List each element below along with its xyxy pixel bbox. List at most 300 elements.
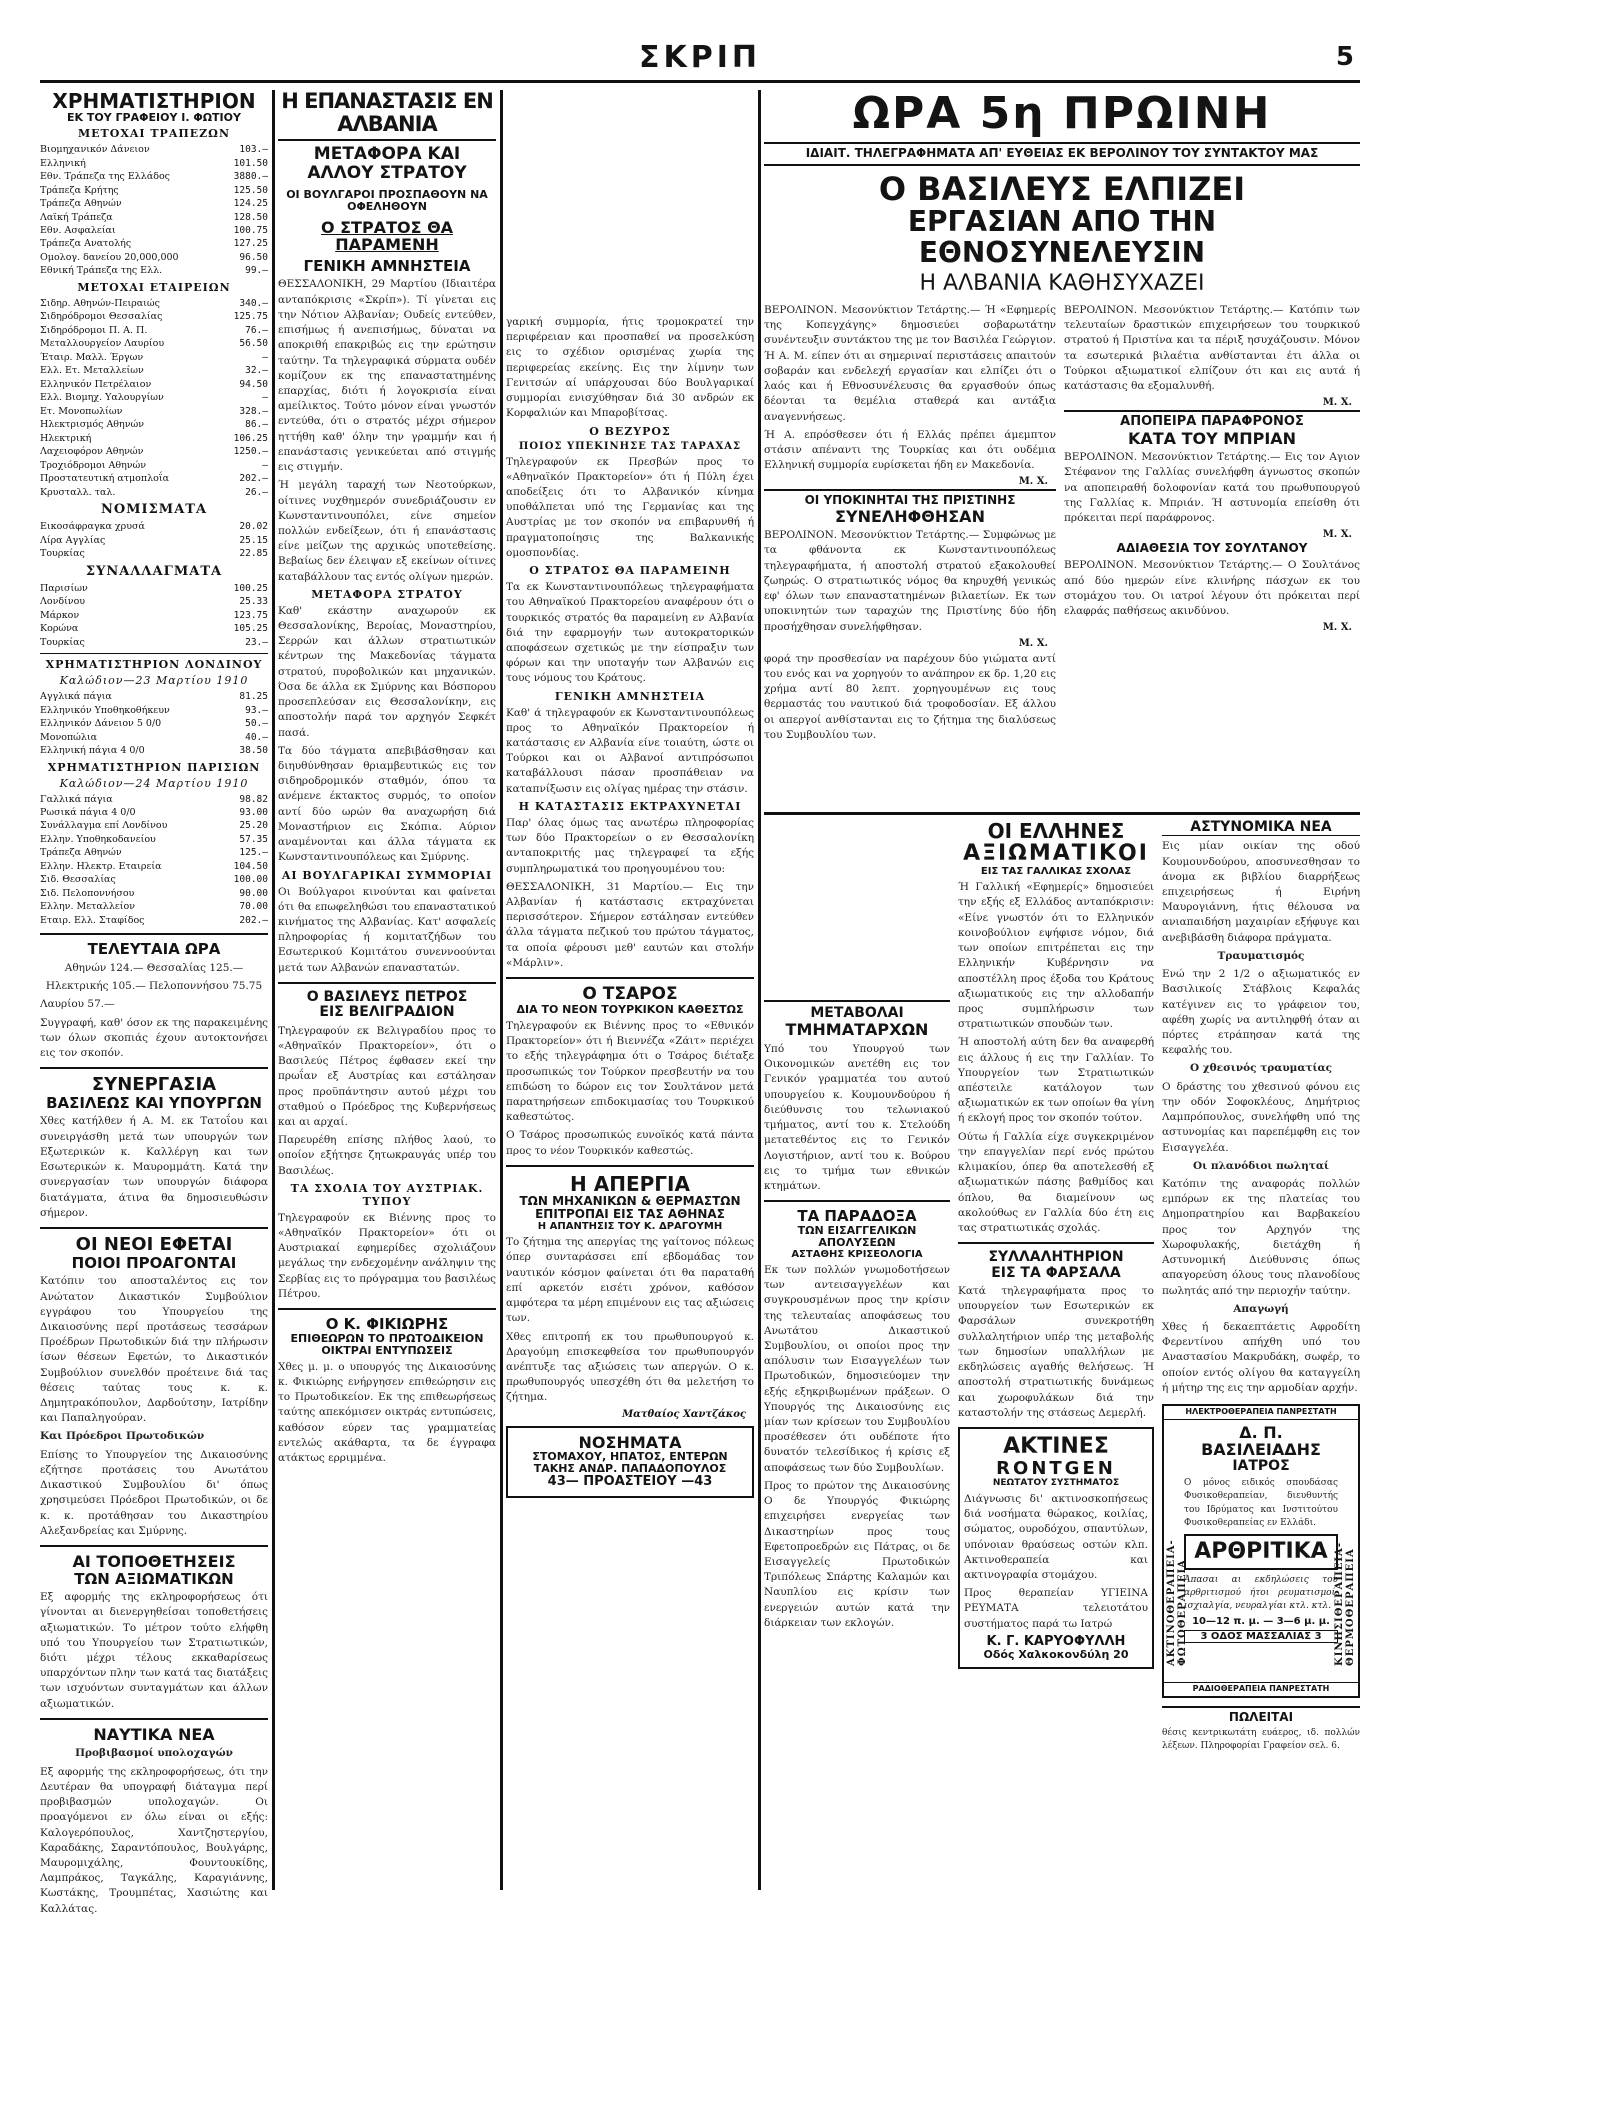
police-lead2: Τραυματισμός (1217, 949, 1305, 962)
market-row (40, 324, 268, 337)
lower-col-b (958, 820, 1154, 1675)
market-row-value: 104.50 (233, 860, 268, 872)
market-row (40, 378, 268, 391)
market-row-value: 100.75 (233, 225, 268, 236)
last-hour-line2: Ηλεκτρικής 105.— Πελοποννήσου 75.75 (45, 980, 263, 993)
market-row (40, 520, 268, 533)
market-row (40, 405, 268, 418)
market-row-value: 20.02 (239, 521, 268, 533)
market-row-name: Μονοπώλια (40, 731, 98, 743)
strike-subtitle3: Η ΑΠΑΝΤΗΣΙΣ ΤΟΥ Κ. ΔΡΑΓΟΥΜΗ (537, 1221, 723, 1233)
market-row (40, 609, 268, 622)
doctor-ad-address: 3 ΟΔΟΣ ΜΑΣΣΑΛΙΑΣ 3 (1184, 1630, 1338, 1643)
fx-table (40, 582, 268, 649)
xray-ad (958, 1427, 1154, 1669)
dawn-heading6: ΑΠΟΠΕΙΡΑ ΠΑΡΑΦΡΟΝΟΣ (1064, 410, 1360, 429)
police-lead3: Ο χθεσινός τραυματίας (1189, 1062, 1333, 1075)
fikioris-subtitle2: ΟΙΚΤΡΑΙ ΕΝΤΥΠΩΣΕΙΣ (321, 1343, 453, 1357)
column-albania-continued (506, 90, 754, 1890)
remain-heading: Ο ΣΤΡΑΤΟΣ ΘΑ ΠΑΡΑΜΕΙΝΗ (529, 564, 731, 578)
albania-body4: Τα δύο τάγματα απεβιβάσθησαν και διηυθύνθησαν θριαμβευτικώς εις τον σιδηροδρομικόν σταθμόν, όπου τα ανέμενε έκτακτος συρμός, το οποίον αντί δύο ωρών θα αναχωρήση διά Μοναστήριον εις Σκόπια. Αύριον αναμένονται και άλλα τάγματα εκ Κωνσταντινουπόλεως και Σμύρνης. (278, 744, 496, 864)
albania-body5: Οι Βούλγαροι κινούνται και φαίνεται ότι θα επωφεληθώσι του επαναστατικού κινήματος της Αλβανίας. Κατ' ασφαλείς πληροφορίας ή κομιτατζήδων του Εσωτερικού Κομιτάτου συνεννοούνται μετά των Αλβανών επαναστατών. (278, 885, 496, 974)
police-lead5: Απαγωγή (1233, 1302, 1289, 1315)
navy-lead: Προβιβασμοί υπολοχαγών (75, 1747, 233, 1760)
market-row-name: Ελληνική (40, 157, 86, 169)
market-row (40, 143, 268, 156)
changes-title: ΜΕΤΑΒΟΛΑΙ (764, 1000, 950, 1021)
market-row-value: 57.35 (239, 833, 268, 845)
market-row-name: Λαχειοφόρον Αθηνών (40, 446, 144, 458)
strike-subtitle2: ΕΠΙΤΡΟΠΑΙ ΕΙΣ ΤΑΣ ΑΘΗΝΑΣ (535, 1207, 725, 1222)
market-row-value: — (262, 459, 268, 471)
albania-body11: ΘΕΣΣΑΛΟΝΙΚΗ, 31 Μαρτίου.— Εις την Αλβανίαν ή κατάστασις εκτραχύνεται περισσότερον. Σήμερον εστάλησαν εντεύθεν άλλα τάγματα πεζικού του πρώτου τάγματος, τα οποία φέρουσι μεθ' εαυτών και στολήν «Μάρλιν». (506, 880, 754, 969)
market-row-name: Έταιρ. Μαλλ. Έργων (40, 351, 144, 363)
market-row (40, 582, 268, 595)
market-row-name: Λίρα Αγγλίας (40, 534, 106, 546)
market-row (40, 622, 268, 635)
market-row-name: Μάρκον (40, 609, 80, 621)
strike-signature: Ματθαίος Χαντζάκος (622, 1408, 746, 1420)
market-row-value: 32.— (245, 365, 268, 377)
dawn-body2: Ή Α. επρόσθεσεν ότι ή Ελλάς πρέπει άμεμπτον στάσιν απέναντι της Τουρκίας και ότι ουδέμια Ελληνική συμμορία ευρίσκεται ήδη εν Μακεδονία. (764, 428, 1056, 472)
market-row-name: Ηλεκτρική (40, 432, 92, 444)
fikioris-subtitle: ΕΠΙΘΕΩΡΩΝ ΤΟ ΠΡΩΤΟΔΙΚΕΙΟΝ (290, 1331, 484, 1345)
market-row-value: 40.— (245, 731, 268, 743)
newspaper-page (40, 40, 1360, 1915)
column-divider (758, 90, 761, 1890)
dawn-body6: ΒΕΡΟΛΙΝΟΝ. Μεσονύκτιον Τετάρτης.— Ο Σουλτάνος από δύο ημερών είνε κλινήρης πάσχων εκ του στομάχου του. Οι ιατροί λέγουν ότι πρόκειται περί ελαφράς παθήσεως ακινδύνου. (1064, 559, 1360, 618)
tsar-subtitle: ΔΙΑ ΤΟ ΝΕΟΝ ΤΟΥΡΚΙΚΟΝ ΚΑΘΕΣΤΩΣ (516, 1002, 744, 1016)
albania-title: Η ΕΠΑΝΑΣΤΑΣΙΣ ΕΝ ΑΛΒΑΝΙΑ (278, 90, 496, 141)
dawn-headline1: Ο ΒΑΣΙΛΕΥΣ ΕΛΠΙΖΕΙ (878, 169, 1246, 208)
transfers-title: ΑΙ ΤΟΠΟΘΕΤΗΣΕΙΣ (72, 1552, 236, 1571)
market-row-value: 3880.— (233, 171, 268, 183)
market-row (40, 157, 268, 170)
strike-body2: Χθες επιτροπή εκ του πρωθυπουργού κ. Δραγούμη επισκεφθείσα τον πρωθυπουργόν ανέπτυξε τας αξιώσεις των απεργών. Ο κ. πρωθυπουργός υπεσχέθη ότι θα μελετήση το ζήτημα. (506, 1330, 754, 1404)
dawn-body4: ΒΕΡΟΛΙΝΟΝ. Μεσονύκτιον Τετάρτης.— Κατόπιν των τελευταίων δραστικών επιχειρήσεων του τουρκικού στρατού ή Πριστίνα και τα πέριξ ησυχάζουσιν. Μόνον τα εσωτερικά βιλαέτια ανθίστανται έτι άλλα οι Τούρκοι αξιωματικοί ελπίζουν ότι και εις αυτά ή κατάστασις θα εξομαλυνθή. (1064, 304, 1360, 393)
market-row-value: 22.85 (239, 548, 268, 560)
market-row-name: Εικοσάφραγκα χρυσά (40, 521, 145, 533)
market-row (40, 459, 268, 472)
sale-ad-body: θέσις κεντρικωτάτη ευάερος, ιδ. πολλών λέξεων. Πληροφορίαι Γραφείον σελ. 6. (1162, 1728, 1360, 1752)
disease-ad (506, 1426, 754, 1498)
strike-subtitle: ΤΩΝ ΜΗΧΑΝΙΚΩΝ & ΘΕΡΜΑΣΤΩΝ (519, 1193, 741, 1208)
market-row-value: 99.— (245, 265, 268, 277)
albania-body10: Παρ' όλας όμως τας ανωτέρω πληροφορίας των δύο Πρακτορείων ο εν Θεσσαλονίκη ανταποκριτής μας τηλεγραφεί τα εξής συμπληρωματικά του προηγουμένου του: (506, 816, 754, 875)
market-row (40, 793, 268, 806)
market-row (40, 819, 268, 832)
market-row-name: Ελλην. Μεταλλείον (40, 901, 135, 913)
market-row-name: Σιδηρόδρομοι Π. Α. Π. (40, 324, 148, 336)
pharsala-body: Κατά τηλεγραφήματα προς το υπουργείον των Εσωτερικών εκ Φαρσάλων συνεκροτήθη συλλαλητήριον υπέρ της μεταβολής των δημοσίων υπαλλήλων με εκδηλώσεις αγαθής θελήσεως. Ή αποστολή στρατιωτικής δυνάμεως και χωροφυλάκων διά την καταστολήν της στάσεως Δεμερλή. (958, 1285, 1154, 1419)
paradox-subtitle: ΤΩΝ ΕΙΣΑΓΓΕΛΙΚΩΝ ΑΠΟΛΥΣΕΩΝ (797, 1223, 917, 1249)
fx-heading: ΣΥΝΑΛΛΑΓΜΑΤΑ (85, 563, 223, 579)
market-row-name: Κρυσταλλ. ταλ. (40, 486, 116, 498)
dawn-body7: φορά την προσθεσίαν να παρέχουν δύο γιώματα αντί του ενός και να χορηγούν το ανάπηρον εκ δρ. 1,20 εις χρήμα αντί 80 λεπτ. χορηγουμένων εις τους θερμαστάς του ναυτικού διά τροφοδοσίαν. Εξ άλλου οι απεργοί ανθίστανται εις το ζήτημα της διαλύσεως του Συμβουλίου των. (764, 652, 1056, 741)
last-hour-title: ΤΕΛΕΥΤΑΙΑ ΩΡΑ (87, 940, 221, 959)
dawn-signature1: Μ. Χ. (1018, 476, 1048, 488)
doctor-ad-right-label: ΚΙΝΗΣΙΘΕΡΑΠΕΙΑ-ΘΕΡΜΟΘΕΡΑΠΕΙΑ (1334, 1542, 1356, 1667)
market-row (40, 486, 268, 499)
banks-heading: ΜΕΤΟΧΑΙ ΤΡΑΠΕΖΩΝ (77, 127, 230, 141)
market-row-name: Τουρκίας (40, 548, 85, 560)
market-row (40, 170, 268, 183)
market-row (40, 264, 268, 277)
london-table (40, 690, 268, 757)
london-heading: ΧΡΗΜΑΤΙΣΤΗΡΙΟΝ ΛΟΝΔΙΝΟΥ (45, 658, 263, 672)
column-albania (278, 90, 496, 1890)
king-body: Τηλεγραφούν εκ Βελιγραδίου προς το «Αθηναϊκόν Πρακτορείον», ότι ο Βασιλεύς Πέτρος έφθασεν εκεί την πρωΐαν εξ Αυστρίας και εστάλησαν προς προϋπάντησιν αυτού μέχρι του σταθμού ο Πρόεδρος της Κυβερνήσεως και αι αρχαί. (278, 1024, 496, 1128)
market-row-name: Γαλλικά πάγια (40, 793, 113, 805)
police-lead4: Οι πλανόδιοι πωληταί (1192, 1159, 1330, 1172)
dawn-signature4: Μ. Χ. (1322, 529, 1352, 541)
market-row-value: 101.50 (233, 157, 268, 169)
pharsala-title: ΣΥΛΛΑΛΗΤΗΡΙΟΝ (988, 1249, 1124, 1266)
market-row (40, 224, 268, 237)
london-date: Καλώδιον—23 Μαρτίου 1910 (59, 674, 249, 688)
doctor-ad-role: ΙΑΤΡΟΣ (1232, 1458, 1290, 1475)
albania-sub3: Ο ΣΤΡΑΤΟΣ ΘΑ ΠΑΡΑΜΕΝΗ (320, 217, 454, 255)
police-body: Εις μίαν οικίαν της οδού Κουμουνδούρου, αποσυνεσθησαν το άνομα εκ βιβλίου διαρρήξεως επιχειρήσεως ή Ειρήνη Μαυρογιάννη, ήτις θέλουσα να ανιαπαιδήση μαχαιρίαν εξήφυγε και ανεβιβάσθη διάφορα πράγματα. (1162, 840, 1360, 944)
albania-sub4: ΓΕΝΙΚΗ ΑΜΝΗΣΤΕΙΑ (303, 256, 471, 275)
market-row-name: Προστατευτική ατμοπλοΐα (40, 473, 170, 485)
market-row-name: Ελληνικόν Πετρέλαιον (40, 378, 152, 390)
market-row-name: Τράπεζα Ανατολής (40, 238, 132, 250)
lower-right-rule (764, 812, 1360, 815)
market-row-name: Ελλ. Βιομηχ. Υαλουργίων (40, 392, 164, 404)
albania-body8: Τα εκ Κωνσταντινουπόλεως τηλεγραφήματα του Αθηναϊκού Πρακτορείου αναφέρουν ότι ο τουρκικός στρατός θα παραμείνη εν Αλβανία διά την εφαρμογήν των αυτοκρατορικών αποφάσεων σχετικώς με την είσπραξιν των φόρων και την υποταγήν των Αλβανών εις τους νόμους του Κράτους. (506, 581, 754, 685)
market-row (40, 445, 268, 458)
calm-heading: Η ΚΑΤΑΣΤΑΣΙΣ ΕΚΤΡΑΧΥΝΕΤΑΙ (518, 799, 742, 813)
doctor-ad (1162, 1404, 1360, 1698)
greeks-body: Ή Γαλλική «Εφημερίς» δημοσιεύει την εξής εξ Ελλάδος ανταπόκρισιν: «Είνε γνωστόν ότι το Ελληνικόν κοινοβούλιον εψήφισε νόμον, διά των οποίων επιτρέπεται εις την Ελληνικήν Κυβέρνησιν να αποστέλλη προς έξοδα του Κράτους αξιωματικούς εις την αλλοδαπήν προς συμπλήρωσιν των στρατιωτικών σπουδών των. (958, 881, 1154, 1031)
market-row-name: Ελλην. Ηλεκτρ. Εταιρεία (40, 860, 162, 872)
king-subtitle: ΕΙΣ ΒΕΛΙΓΡΑΔΙΟΝ (319, 1004, 455, 1021)
masthead (40, 40, 1360, 83)
tsar-body: Τηλεγραφούν εκ Βιέννης προς το «Εθνικόν Πρακτορείον» ότι ή Βιεννέζα «Ζάιτ» περιέχει το εξής τηλεγράφημα ότι ο Τσάρος διέταξε προσωπικώς τον Τούρκον πρεσβευτήν να του επιδώση το δώρον εις τον Σουλτάνον μετά παρατηρήσεων επιδοκιμασίας του Τουρκικού καθεστώτος. (506, 1019, 754, 1124)
market-row (40, 472, 268, 485)
market-row-name: Τράπεζα Αθηνών (40, 847, 122, 859)
dawn-heading8: ΑΔΙΑΘΕΣΙΑ ΤΟΥ ΣΟΥΛΤΑΝΟΥ (1116, 541, 1308, 556)
market-row-value: 98.82 (239, 793, 268, 805)
market-row (40, 197, 268, 210)
market-row (40, 887, 268, 900)
market-row-value: 25.33 (239, 596, 268, 608)
doctor-ad-name: Δ. Π. ΒΑΣΙΛΕΙΑΔΗΣ (1201, 1422, 1321, 1460)
dawn-body1: ΒΕΡΟΛΙΝΟΝ. Μεσονύκτιον Τετάρτης.— Ή «Εφημερίς της Κοπεγχάγης» δημοσιεύει σοβαρωτάτην συνέντευξιν συντάκτου της με τον Βασιλέα Γεώργιον. Ή Α. Μ. είπεν ότι αι σημεριναί περιστάσεις απαιτούν σοβαράν και ενδελεχή εργασίαν και ελπίζει ότι ο λαός και ή Εθνοσυνέλευσις θα εργασθούν όπως δέονται τα θεμέλια σταθερά και αντάξια αναγεννήσεως. (764, 304, 1056, 423)
market-row (40, 731, 268, 744)
greeks-subtitle: ΑΞΙΩΜΑΤΙΚΟΙ (963, 841, 1149, 866)
cooperation-subtitle: ΒΑΣΙΛΕΩΣ ΚΑΙ ΥΠΟΥΡΓΩΝ (46, 1093, 262, 1112)
market-row-name: Τροχιόδρομοι Αθηνών (40, 459, 147, 471)
market-row (40, 547, 268, 560)
paradox-body: Εκ των πολλών γνωμοδοτήσεων των αντεισαγγελέων και συγκρουσμένων προς την κρίσιν της τελευταίας αποφάσεως του Ανωτάτου Δικαστικού Συμβουλίου, οι οποίοι προς την απόλυσιν των Εισαγγελέων των Πρωτοδικών, δημοσιεύομεν την εξής εξηκριβωμένων πράξεων. Ο Υπουργός της Δικαιοσύνης εις μίαν των κρίσεων του Συμβουλίου προσέθεσεν ότι ουδέποτε ήτο δυνατόν τελεσίδικος ή κρίσις εξ αποφάσεως των δύο Συμβουλίων. (764, 1263, 950, 1474)
market-row (40, 744, 268, 757)
market-row-value: 94.50 (239, 378, 268, 390)
banks-table (40, 143, 268, 278)
market-row-value: 127.25 (233, 238, 268, 250)
dawn-headline2: ΕΡΓΑΣΙΑΝ ΑΠΟ ΤΗΝ ΕΘΝΟΣΥΝΕΛΕΥΣΙΝ (907, 204, 1217, 269)
albania-body9: Καθ' ά τηλεγραφούν εκ Κωνσταντινουπόλεως προς το Αθηναϊκόν Πρακτορείον ή κατάστασις εν Αλβανία είνε τοιαύτη, ώστε οι Τούρκοι και οι Αλβανοί αντιπρόσωποι καταβάλλουσι πάσαν προσπάθειαν να καταπνίξωσιν εις ολίγας ημέρας την στάσιν. (506, 706, 754, 795)
amnesty-heading: ΓΕΝΙΚΗ ΑΜΝΗΣΤΕΙΑ (554, 689, 706, 703)
police-body4: Κατόπιν της αναφοράς πολλών εμπόρων εκ της πλατείας του Δημοπρατηρίου και Βαρβακείου προς τον Αρχηγόν της Χωροφυλακής, διετάχθη ή Αστυνομική Διεύθυνσις όπως απαγορεύση όλους τους πλανοδίους πωλητάς από την περιοχήν ταύτην. (1162, 1177, 1360, 1297)
xray-ad-system: ΝΕΩΤΑΤΟΥ ΣΥΣΤΗΜΑΤΟΣ (992, 1477, 1120, 1488)
paris-table (40, 793, 268, 928)
fikioris-body: Χθες μ. μ. ο υπουργός της Δικαιοσύνης κ. Φικιώρης ενήργησεν επιθεώρησιν εις το Πρωτοδικείον. Εκ της επιθεωρήσεως ταύτης απεκόμισεν οικτράς εντυπώσεις, καθόσον εύρεν τας γραμματείας εντελώς ακάθαρτα, τα δε έγγραφα ατάκτως ερριμμένα. (278, 1360, 496, 1465)
greeks-body3: Ούτω ή Γαλλία είχε συγκεκριμένον την επαγγελίαν περί ενός πρώτου κλιμακίου, όπερ θα αποτελεσθή εξ αξιωματικών πάσης βαθμίδος και όπλου, θα διαμείνουν ως ακολούθως εν Γαλλία δύο έτη εις τας στρατιωτικάς σχολάς. (958, 1130, 1154, 1234)
market-row-value: 125.75 (233, 311, 268, 323)
paradox-title: ΤΑ ΠΑΡΑΔΟΞΑ (797, 1207, 917, 1226)
market-row-name: Ομολογ. δανείου 20,000,000 (40, 251, 179, 263)
coins-heading: ΝΟΜΙΣΜΑΤΑ (100, 502, 208, 518)
xray-ad-title: ΑΚΤΙΝΕΣ (1003, 1433, 1109, 1459)
market-row-name: Σιδ. Πελοποννήσου (40, 887, 135, 899)
last-hour-line1: Αθηνών 124.— Θεσσαλίας 125.— (64, 961, 244, 974)
market-row-value: 70.00 (239, 901, 268, 913)
market-row-name: Σιδηρ. Αθηνών-Πειραιώς (40, 297, 160, 309)
paradox-body2: Προς το πρώτον της Δικαιοσύνης Ο δε Υπουργός Φικιώρης επιχειρήσει ενεργείας των Δικαστηρίων προς τους Εφετοπροεδρών εις Πάτρας, οι δε Εισαγγελείς Πρωτοδικών Τριπόλεως Σπάρτης Καλαμών και Ναυπλίου εις κρίσιν των ενεργειών αυτών κατά την διάρκειαν των εκλογών. (764, 1479, 950, 1629)
doctor-ad-frame-top: ΗΛΕΚΤΡΟΘΕΡΑΠΕΙΑ ΠΑΝΡΕΣΤΑΤΗ (1164, 1406, 1358, 1420)
judges-subtitle: ΠΟΙΟΙ ΠΡΟΑΓΟΝΤΑΙ (71, 1253, 237, 1272)
doctor-ad-left-label: ΑΚΤΙΝΟΘΕΡΑΠΕΙΑ-ΦΩΤΟΘΕΡΑΠΕΙΑ (1166, 1539, 1188, 1667)
lower-col-c (1162, 820, 1360, 1756)
market-row-name: Σιδηρόδρομοι Θεσσαλίας (40, 311, 163, 323)
police-body3: Ο δράστης του χθεσινού φόνου εις την οδόν Σοφοκλέους, Δημήτριος Λαμπρόπουλος, συνελήφθη υπό της αστυνομίας και παρεπέμφθη εις τον Εισαγγελέα. (1162, 1080, 1360, 1154)
paris-heading: ΧΡΗΜΑΤΙΣΤΗΡΙΟΝ ΠΑΡΙΣΙΩΝ (47, 760, 261, 774)
market-row-name: Συνάλλαγμα επί Λονδίνου (40, 820, 168, 832)
market-row (40, 860, 268, 873)
dawn-heading5: ΣΥΝΕΛΗΦΘΗΣΑΝ (835, 506, 985, 526)
transfers-body: Εξ αφορμής της εκληροφορήσεως ότι γίνονται αι διενεργηθείσαι τοποθετήσεις αξιωματικών. Το μέτρον τούτο ελήφθη υπό του Υπουργείου των Στρατιωτικών, διότι μέχρι τέλους εκκαθαρίσεως υπαρχόντων πλην των κατά τας διατάξεις των ισχυόντων συνταγμάτων και άλλων αξιωματικών. (40, 1591, 268, 1710)
dawn-headline3: Η ΑΛΒΑΝΙΑ ΚΑΘΗΣΥΧΑΖΕΙ (919, 271, 1205, 297)
market-row-name: Ελληνικόν Υποθηκοθήκευν (40, 704, 170, 716)
market-row-name: Παρισίων (40, 582, 88, 594)
vezir-subheading: ΠΟΙΟΣ ΥΠΕΚΙΝΗΣΕ ΤΑΣ ΤΑΡΑΧΑΣ (518, 440, 742, 452)
market-row-name: Ελληνική πάγια 4 0/0 (40, 745, 145, 757)
albania-body6: γαρική συμμορία, ήτις τρομοκρατεί την περιφέρειαν και προσπαθεί να προσελκύση εις το σχέδιον ορισμένας χωρία της περιφερείας εκείνης. Εις την λίμνην των Γενιτσών αί υπάρχουσαι δύο Βουλγαρικαί συμμορίαι ενισχύθησαν διά 30 ανδρών εκ Κορφαλιών και Μπαροβίτσας. (506, 316, 754, 420)
doctor-ad-desc2: Άπασαι αι εκδηλώσεις του αρθριτισμού ήτοι ρευματισμοί, ισχιαλγία, νευραλγίαι κτλ. κτλ. (1184, 1574, 1338, 1611)
market-row (40, 310, 268, 323)
judges-body: Κατόπιν του αποσταλέντος εις τον Ανώτατον Δικαστικόν Συμβούλιον εγγράφου του Υπουργείου της Δικαιοσύνης περί προτάσεως τεσσάρων Προέδρων Πρωτοδικών διά την πλήρωσιν ίσων θέσεων Εφετών, το Δικαστικόν Συμβούλιον συνελθόν προέτεινε διά τας θέσεις ταύτας τους κ. κ. Δημητρακόπουλον, Δαρδούτσην, Ιατρίδην και Παπαληγούραν. (40, 1275, 268, 1425)
dawn-signature2: Μ. Χ. (1018, 637, 1048, 649)
market-row-name: Εθνική Τράπεζα της Ελλ. (40, 265, 163, 277)
sale-ad-title: ΠΩΛΕΙΤΑΙ (1228, 1710, 1294, 1725)
market-row-name: Τουρκίας (40, 636, 85, 648)
market-row-value: 103.— (239, 144, 268, 156)
disease-ad-doctor: ΤΑΚΗΣ ΑΝΔΡ. ΠΑΠΑΔΟΠΟΥΛΟΣ (533, 1462, 727, 1476)
market-row-name: Βιομηχανικόν Δάνειον (40, 144, 150, 156)
market-row-name: Ελληνικόν Δάνειον 5 0/0 (40, 718, 162, 730)
dawn-body3: ΒΕΡΟΛΙΝΟΝ. Μεσονύκτιον Τετάρτης.— Συμφώνως με τα φθάνοντα εκ Κωνσταντινουπόλεως τηλεγραφήματα, ή αποστολή στρατού εξακολουθεί ζωηρώς. Ο στρατιωτικός νόμος θα κηρυχθή γενικώς εφ' όλων των επαναστατημένων βιλαετίων. Εκ των υποκινητών των ταραχών της Πριστίνης δύο ήδη προσήχθησαν συνελήφθησαν. (764, 529, 1056, 633)
newspaper-title: ΣΚΡΙΠ (639, 40, 761, 75)
dawn-heading4: ΟΙ ΥΠΟΚΙΝΗΤΑΙ ΤΗΣ ΠΡΙΣΤΙΝΗΣ (764, 489, 1056, 507)
doctor-ad-desc: Ο μόνος ειδικός σπουδάσας Φυσικοθεραπείαν, διευθυντής του Ιδρύματος και Ινστιτούτου Φυσικοθεραπείας εν Ελλάδι. (1184, 1478, 1338, 1528)
police-body5: Χθες ή δεκαεπτάετις Αφροδίτη Φερεντίνου απήχθη υπό του Αναστασίου Μακρυδάκη, σωφέρ, το οποίον εντός ολίγου θα καταγγείλη ή μήτηρ της εις την αρμοδίαν αρχήν. (1162, 1320, 1360, 1394)
doctor-ad-big: ΑΡΘΡΙΤΙΚΑ (1184, 1534, 1338, 1570)
market-row-name: Λαϊκή Τράπεζα (40, 211, 113, 223)
xray-ad-address: Οδός Χαλκοκονδύλη 20 (983, 1648, 1129, 1662)
disease-ad-address: 43— ΠΡΟΑΣΤΕΙΟΥ —43 (547, 1474, 713, 1490)
disease-ad-subtitle: ΣΤΟΜΑΧΟΥ, ΗΠΑΤΟΣ, ΕΝΤΕΡΩΝ (532, 1450, 728, 1464)
dawn-signature3: Μ. Χ. (1322, 397, 1352, 409)
king-body2: Παρευρέθη επίσης πλήθος λαού, το οποίον εξήτησε ζητωκραυγάς υπέρ του Βασιλέως. (278, 1134, 496, 1177)
navy-body: Εξ αφορμής της εκληροφορήσεως, ότι την Δευτέραν θα υπογραφή διάταγμα περί προβιβασμών υπολοχαγών. Οι προαγόμενοι εν όλω είναι οι εξής: Καλογερόπουλος, Χαντζηστεργίου, Καραδάκης, Σαραντόπουλος, Βουλγάρης, Μαυρομιχάλης, Φουντουκίδης, Λαμπράκος, Ταγκάλης, Καραγιάννης, Κωστάκης, Τρουμπέτας, Χασιώτης και Καλλάτας. (40, 1765, 268, 1915)
austria-body: Τηλεγραφούν εκ Βιέννης προς το «Αθηναϊκόν Πρακτορείον» ότι οι Αυστριακαί εφημερίδες σχολιάζουν μεγάλως την ενδεχομένην ανάληψιν της Σερβίας εις το πρόγραμμα του βασιλέως Πέτρου. (278, 1211, 496, 1300)
xray-ad-doctor: Κ. Γ. ΚΑΡΥΟΦΥΛΛΗ (986, 1633, 1126, 1649)
market-row (40, 704, 268, 717)
market-row-value: 86.— (245, 419, 268, 431)
market-row-value: 25.20 (239, 820, 268, 832)
market-row (40, 690, 268, 703)
market-row-value: 123.75 (233, 609, 268, 621)
market-row-value: 125.— (239, 847, 268, 859)
transfers-subtitle: ΤΩΝ ΑΞΙΩΜΑΤΙΚΩΝ (74, 1569, 234, 1588)
market-row-name: Μεταλλουργείον Λαυρίου (40, 338, 165, 350)
doctor-ad-inner (1184, 1424, 1338, 1643)
dawn-col-right (1064, 300, 1360, 635)
market-row-value: 124.25 (233, 198, 268, 210)
dawn-title: ΩΡΑ 5η ΠΡΩΙΝΗ (852, 88, 1272, 139)
column-markets (40, 89, 268, 1915)
market-row-name: Ρωσικά πάγια 4 0/0 (40, 806, 136, 818)
xray-ad-body: Διάγνωσις δι' ακτινοσκοπήσεως διά νοσήματα θώρακος, κοιλίας, σώματος, ουροδόχου, σπαντύλων, υπόνοιαν θραύσεως οστών κλπ. Ακτινοθεραπεία και ακτινογραφία στομάχου. (964, 1492, 1148, 1581)
market-row (40, 900, 268, 913)
market-row (40, 351, 268, 364)
strike-title: Η ΑΠΕΡΓΙΑ (570, 1171, 690, 1196)
market-row-value: 93.00 (239, 806, 268, 818)
albania-transport-heading: ΜΕΤΑΦΟΡΑ ΣΤΡΑΤΟΥ (311, 587, 463, 601)
market-row-value: 202.— (239, 914, 268, 926)
market-row-value: 96.50 (239, 251, 268, 263)
paris-date: Καλώδιον—24 Μαρτίου 1910 (59, 776, 249, 790)
albania-sub1: ΜΕΤΑΦΟΡΑ ΚΑΙ ΑΛΛΟΥ ΣΤΡΑΤΟΥ (307, 144, 467, 183)
cooperation-title: ΣΥΝΕΡΓΑΣΙΑ (91, 1074, 217, 1096)
market-row (40, 364, 268, 377)
page-number: 5 (1335, 42, 1354, 72)
markets-title: ΧΡΗΜΑΤΙΣΤΗΡΙΟΝ (52, 89, 256, 113)
market-row (40, 914, 268, 927)
market-row (40, 237, 268, 250)
doctor-ad-hours: 10—12 π. μ. — 3—6 μ. μ. (1192, 1615, 1330, 1627)
tsar-title: Ο ΤΣΑΡΟΣ (582, 984, 678, 1005)
market-row-value: 90.00 (239, 887, 268, 899)
right-block (764, 90, 1360, 1890)
market-row-value: 93.— (245, 704, 268, 716)
market-row (40, 636, 268, 649)
police-body2: Ενώ την 2 1/2 ο αξιωματικός εν Βασιλικοίς Στάβλοις Κεφαλάς κατέγινεν εις το γράφειον του, αφέθη χωρίς να αντιληφθή όταν αι πόρτες ετράπησαν κατά της κεφαλής του. (1162, 968, 1360, 1057)
market-row-name: Ετ. Μονοπωλίων (40, 405, 123, 417)
market-row-name: Σιδ. Θεσσαλίας (40, 874, 116, 886)
market-row-name: Αγγλικά πάγια (40, 691, 112, 703)
market-row-name: Τράπεζα Αθηνών (40, 198, 122, 210)
market-row (40, 297, 268, 310)
last-hour-line3: Λαυρίου 57.— (40, 998, 115, 1011)
market-row-value: 340.— (239, 297, 268, 309)
market-row-value: — (262, 392, 268, 404)
market-row (40, 418, 268, 431)
strike-body: Το ζήτημα της απεργίας της γαίτονος πόλεως όπερ συνταράσσει επί εβδομάδας τον ναυτικόν κόσμον φαίνεται ότι θα παραταθή επί αρκετόν εισέτι χρόνον, καθόσον αμφότερα τα μέρη επιμένουν εις τας αξιώσεις των. (506, 1236, 754, 1325)
albania-sub2: ΟΙ ΒΟΥΛΓΑΡΟΙ ΠΡΟΣΠΑΘΟΥΝ ΝΑ ΟΦΕΛΗΘΟΥΝ (286, 187, 488, 213)
albania-body7: Τηλεγραφούν εκ Πρεσβών προς το «Αθηναϊκόν Πρακτορείον» ότι ή Πύλη έχει αποδείξεις ότι το Αλβανικόν κίνημα υποθάλπεται υπό της Γερμανίας και της Αυστρίας με τον σκοπόν να επιβαρυνθή ή πραγματοποίησις της Βαλκανικής ομοσπονδίας. (506, 455, 754, 559)
judges-lead2: Και Πρόεδροι Πρωτοδικών (40, 1430, 205, 1443)
market-row (40, 806, 268, 819)
disease-ad-title: ΝΟΣΗΜΑΤΑ (578, 1432, 682, 1452)
market-row-name: Κορώνα (40, 623, 79, 635)
austria-heading: ΤΑ ΣΧΟΛΙΑ ΤΟΥ ΑΥΣΤΡΙΑΚ. ΤΥΠΟΥ (290, 1181, 484, 1208)
market-row-name: Εθν. Τράπεζα της Ελλάδος (40, 171, 170, 183)
market-row (40, 432, 268, 445)
lower-col-a (764, 820, 950, 1634)
market-row-value: 100.00 (233, 874, 268, 886)
companies-heading: ΜΕΤΟΧΑΙ ΕΤΑΙΡΕΙΩΝ (77, 280, 231, 294)
market-row-value: 128.50 (233, 211, 268, 223)
market-row-value: 50.— (245, 718, 268, 730)
companies-table (40, 297, 268, 499)
market-row-value: 38.50 (239, 745, 268, 757)
market-row-name: Ηλεκτρισμός Αθηνών (40, 419, 145, 431)
market-row (40, 211, 268, 224)
market-row-value: 328.— (239, 405, 268, 417)
market-row-value: 202.— (239, 473, 268, 485)
changes-subtitle: ΤΜΗΜΑΤΑΡΧΩΝ (785, 1020, 929, 1040)
market-row-name: Τράπεζα Κρήτης (40, 184, 119, 196)
market-row (40, 717, 268, 730)
last-hour-note: Συγγραφή, καθ' όσον εκ της παρακειμένης των όλων σκοπιάς έχουν αυτοκτονήσει εις τον σκοπόν. (40, 1016, 268, 1059)
police-title: ΑΣΤΥΝΟΜΙΚΑ ΝΕΑ (1162, 820, 1360, 836)
market-row-value: 125.50 (233, 184, 268, 196)
doctor-ad-frame-bottom: ΡΑΔΙΟΘΕΡΑΠΕΙΑ ΠΑΝΡΕΣΤΑΤΗ (1164, 1682, 1358, 1696)
market-row (40, 251, 268, 264)
xray-ad-subtitle: RONTGEN (996, 1458, 1116, 1480)
sale-ad (1162, 1706, 1360, 1753)
column-divider (500, 90, 503, 1890)
market-row-value: 106.25 (233, 432, 268, 444)
dawn-col-left (764, 300, 1056, 746)
paradox-subtitle2: ΑΣΤΑΘΗΣ ΚΡΙΣΕΟΛΟΓΙΑ (791, 1248, 923, 1260)
market-row-name: Εθν. Ασφαλείαι (40, 225, 116, 236)
vezir-heading: Ο ΒΕΖΥΡΟΣ (589, 424, 671, 438)
dawn-signature5: Μ. Χ. (1322, 622, 1352, 634)
market-row-value: 1250.— (233, 446, 268, 458)
market-row (40, 534, 268, 547)
market-row-name: Εταιρ. Ελλ. Σταφίδος (40, 914, 145, 926)
market-row (40, 184, 268, 197)
market-row-name: Ελλ. Ετ. Μεταλλείων (40, 365, 144, 377)
albania-bulgarian-heading: ΑΙ ΒΟΥΛΓΑΡΙΚΑΙ ΣΥΜΜΟΡΙΑΙ (281, 868, 493, 882)
fikioris-title: Ο Κ. ΦΙΚΙΩΡΗΣ (325, 1315, 449, 1334)
column-divider (272, 90, 275, 1890)
market-row-name: Λονδίνου (40, 596, 86, 608)
dawn-subtitle: ΙΔΙΑΙΤ. ΤΗΛΕΓΡΑΦΗΜΑΤΑ ΑΠ' ΕΥΘΕΙΑΣ ΕΚ ΒΕΡΟΛΙΝΟΥ ΤΟΥ ΣΥΝΤΑΚΤΟΥ ΜΑΣ (764, 142, 1360, 165)
market-row-value: 76.— (245, 324, 268, 336)
greeks-title: ΟΙ ΕΛΛΗΝΕΣ (987, 819, 1125, 843)
greeks-body2: Ή αποστολή αύτη δεν θα αναφερθή εις άλλους ή εις την Γαλλίαν. Το Υπουργείον των Στρατιωτικών απέστειλε κατάλογον των αξιωματικών εκ των οποίων θα γίνη ή εκλογή προς τον σκοπόν τούτον. (958, 1036, 1154, 1125)
markets-subtitle: ΕΚ ΤΟΥ ΓΡΑΦΕΙΟΥ Ι. ΦΩΤΙΟΥ (67, 111, 241, 124)
navy-title: ΝΑΥΤΙΚΑ ΝΕΑ (93, 1724, 215, 1744)
coins-table (40, 520, 268, 560)
market-row-value: 25.15 (239, 534, 268, 546)
dawn-body5: ΒΕΡΟΛΙΝΟΝ. Μεσονύκτιον Τετάρτης.— Εις τον Αγιον Στέφανον της Γαλλίας συνελήφθη άγνωστος σκοπών να αποπειραθή δολοφονίαν κατά του πρωθυπουργού της Γαλλίας κ. Μπριάν. Ή αστυνομία επείσθη ότι πρόκειται περί παράφρονος. (1064, 451, 1360, 525)
judges-body2: Επίσης το Υπουργείον της Δικαιοσύνης εζήτησε προτάσεις του Ανωτάτου Δικαστικού Συμβουλίου δι' όπως χρησιμεύσει Πρόεδροι Πρωτοδικών, οι δε κ. κ. προτάθησαν του Δικαστηρίου Αλεξανδρείας και Σμύρνης. (40, 1448, 268, 1537)
market-row-name: Ελλην. Υποθηκοδανείου (40, 833, 156, 845)
pharsala-subtitle: ΕΙΣ ΤΑ ΦΑΡΣΑΛΑ (991, 1264, 1121, 1281)
market-row (40, 846, 268, 859)
judges-title: ΟΙ ΝΕΟΙ ΕΦΕΤΑΙ (75, 1233, 233, 1255)
greeks-subtitle2: ΕΙΣ ΤΑΣ ΓΑΛΛΙΚΑΣ ΣΧΟΛΑΣ (980, 866, 1132, 878)
market-row-value: 100.25 (233, 582, 268, 594)
market-row (40, 873, 268, 886)
market-row (40, 595, 268, 608)
